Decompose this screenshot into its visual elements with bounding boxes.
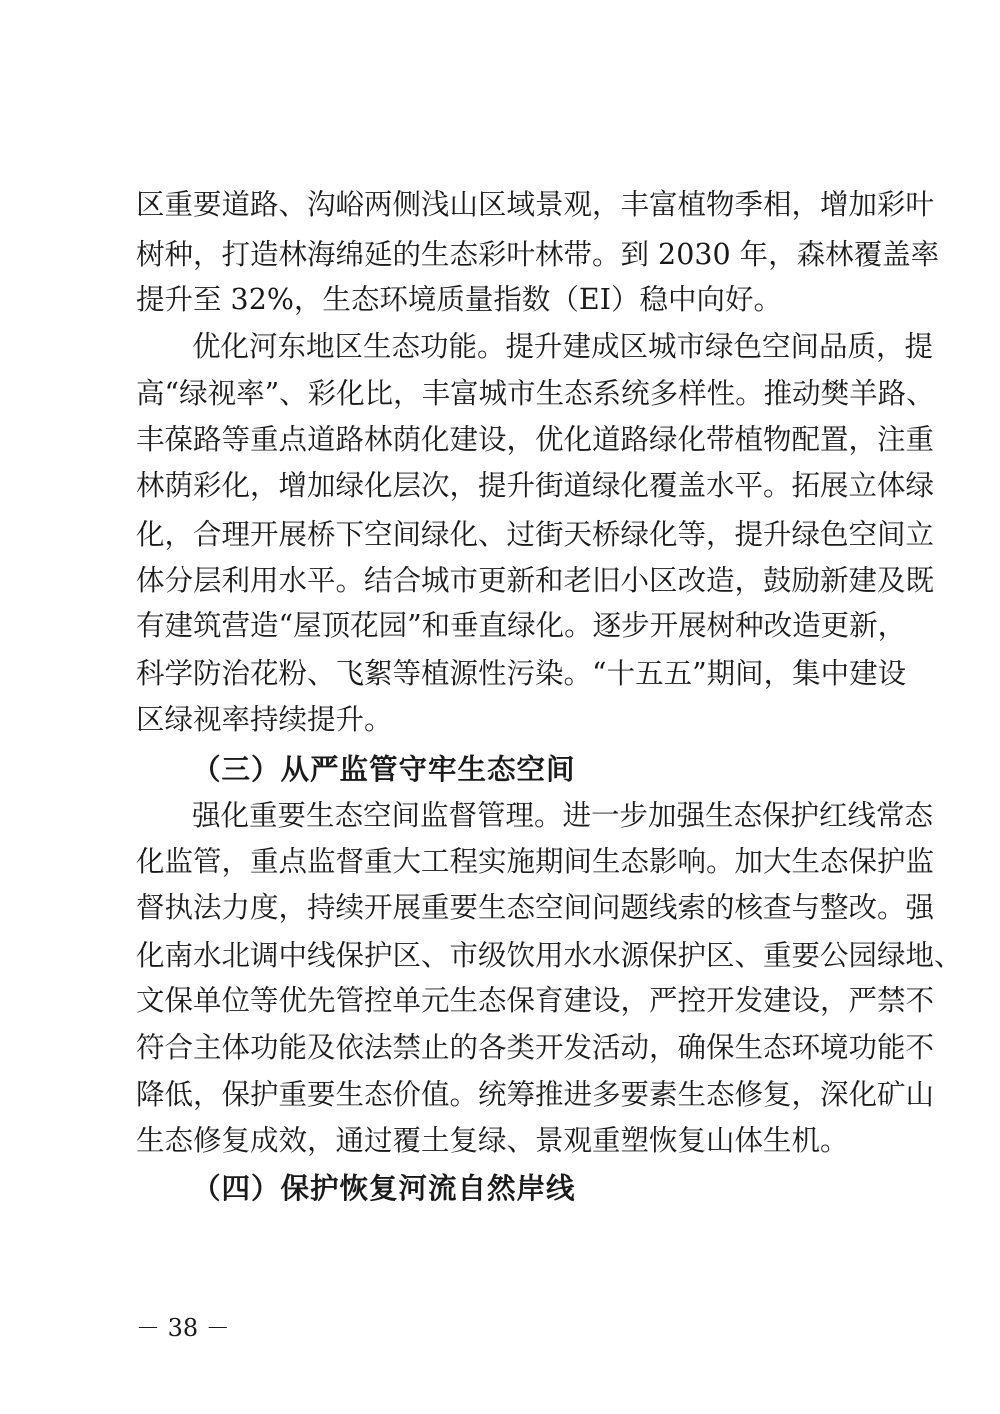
- paragraph-line: 降低，保护重要生态价值。统筹推进多要素生态修复，深化矿山: [136, 1078, 935, 1111]
- paragraph-line: 树种，打造林海绵延的生态彩叶林带。到 2030 年，森林覆盖率: [136, 238, 940, 271]
- paragraph-line: 生态修复成效，通过覆土复绿、景观重塑恢复山体生机。: [136, 1124, 849, 1157]
- section-heading: （四）保护恢复河流自然岸线: [192, 1171, 576, 1205]
- page-number: － 38 －: [136, 1314, 230, 1342]
- paragraph-line: 优化河东地区生态功能。提升建成区城市绿色空间品质，提: [192, 330, 934, 363]
- paragraph-line: 高“绿视率”、彩化比，丰富城市生态系统多样性。推动樊羊路、: [136, 377, 935, 410]
- paragraph-line: 符合主体功能及依法禁止的各类开发活动，确保生态环境功能不: [136, 1031, 935, 1064]
- paragraph-line: 化监管，重点监督重大工程实施期间生态影响。加大生态保护监: [136, 845, 935, 878]
- paragraph-line: 体分层利用水平。结合城市更新和老旧小区改造，鼓励新建及既: [136, 564, 935, 597]
- paragraph-line: 丰葆路等重点道路林荫化建设，优化道路绿化带植物配置，注重: [136, 423, 935, 456]
- paragraph-line: 化，合理开展桥下空间绿化、过街天桥绿化等，提升绿色空间立: [136, 518, 935, 551]
- paragraph-line: 提升至 32%，生态环境质量指数（EI）稳中向好。: [136, 283, 782, 316]
- paragraph-line: 文保单位等优先管控单元生态保育建设，严控开发建设，严禁不: [136, 984, 935, 1017]
- paragraph-line: 区绿视率持续提升。: [136, 703, 393, 736]
- paragraph-line: 科学防治花粉、飞絮等植源性污染。“十五五”期间，集中建设: [136, 657, 907, 690]
- paragraph-line: 有建筑营造“屋顶花园”和垂直绿化。逐步开展树种改造更新，: [136, 609, 907, 642]
- paragraph-line: 林荫彩化，增加绿化层次，提升街道绿化覆盖水平。拓展立体绿: [136, 469, 935, 502]
- paragraph-line: 强化重要生态空间监督管理。进一步加强生态保护红线常态: [192, 799, 934, 832]
- paragraph-line: 督执法力度，持续开展重要生态空间问题线索的核查与整改。强: [136, 891, 935, 924]
- paragraph-line: 区重要道路、沟峪两侧浅山区域景观，丰富植物季相，增加彩叶: [136, 188, 935, 221]
- paragraph-line: 化南水北调中线保护区、市级饮用水水源保护区、重要公园绿地、: [136, 939, 963, 972]
- section-heading: （三）从严监管守牢生态空间: [192, 752, 576, 786]
